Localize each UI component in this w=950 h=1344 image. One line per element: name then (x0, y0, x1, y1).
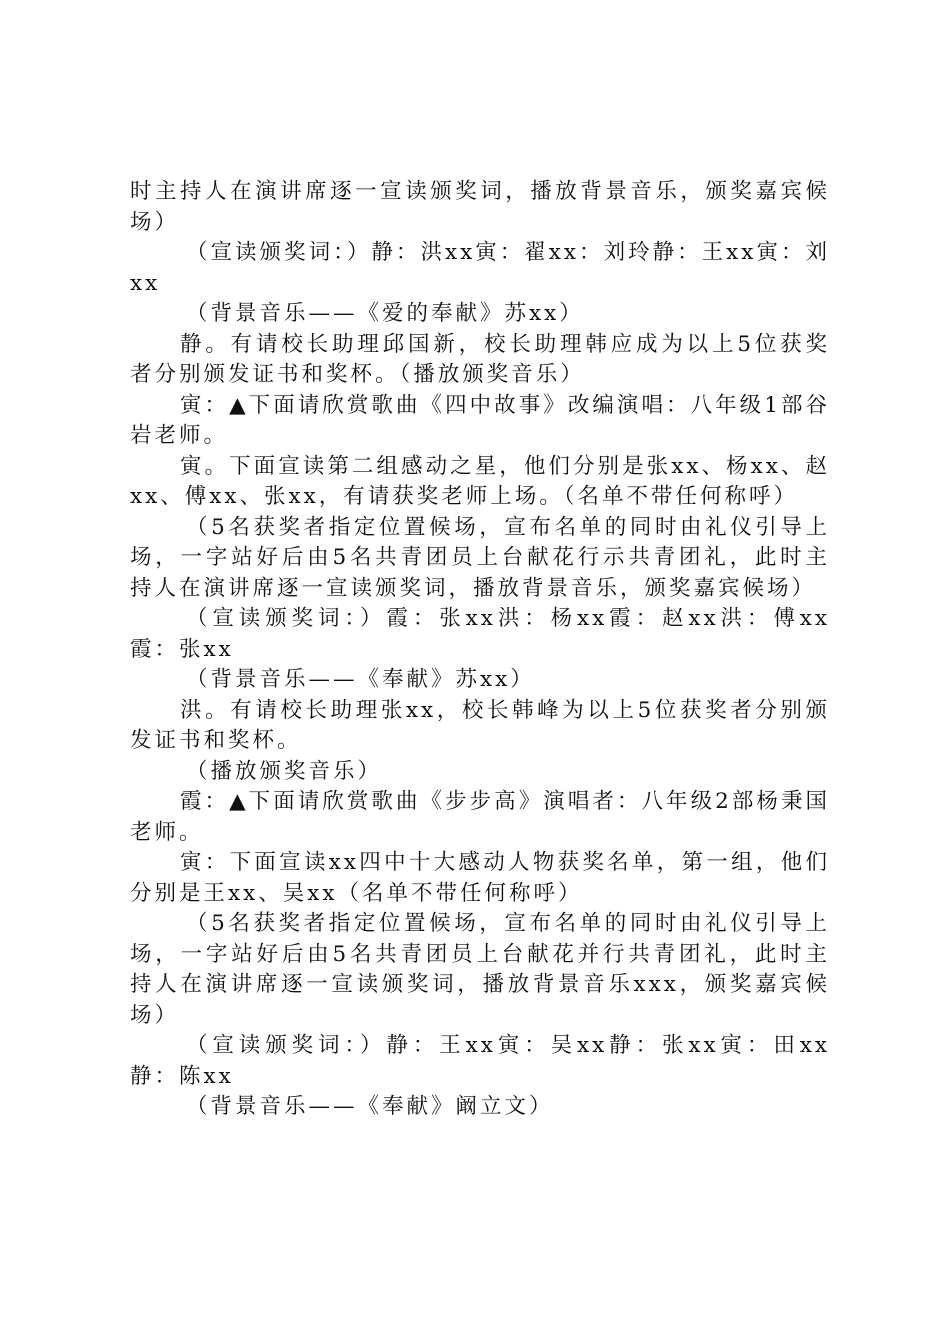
paragraph: （播放颁奖音乐） (186, 758, 383, 784)
document-body (130, 177, 830, 1123)
paragraph: （背景音乐——《奉献》阚立文） (186, 1094, 554, 1119)
paragraph: （宣读颁奖词：）霞：张xx洪：杨xx霞：赵xx洪：傅xx霞：张xx (130, 606, 830, 662)
paragraph: （5名获奖者指定位置候场，宣布名单的同时由礼仪引导上场，一字站好后由5名共青团员上台献花并行共青团礼，此时主持人在演讲席逐一宣读颁奖词，播放背景音乐xxx，颁奖嘉宾候场） (130, 911, 830, 1028)
paragraph: 寅：下面宣读xx四中十大感动人物获奖名单，第一组，他们分别是王xx、吴xx（名单不带任何称呼） (130, 850, 830, 906)
paragraph: （宣读颁奖词：）静：王xx寅：吴xx静：张xx寅：田xx静：陈xx (130, 1033, 830, 1089)
paragraph: 时主持人在演讲席逐一宣读颁奖词，播放背景音乐，颁奖嘉宾候场） (130, 179, 830, 235)
paragraph: 洪。有请校长助理张xx，校长韩峰为以上5位获奖者分别颁发证书和奖杯。 (130, 697, 830, 753)
paragraph: （5名获奖者指定位置候场，宣布名单的同时由礼仪引导上场，一字站好后由5名共青团员上台献花行示共青团礼，此时主持人在演讲席逐一宣读颁奖词，播放背景音乐，颁奖嘉宾候场） (130, 514, 830, 601)
paragraph: （背景音乐——《奉献》苏xx） (186, 667, 535, 692)
paragraph: 静。有请校长助理邱国新，校长助理韩应成为以上5位获奖者分别颁发证书和奖杯。（播放颁奖音乐） (130, 331, 830, 387)
paragraph: 寅。下面宣读第二组感动之星，他们分别是张xx、杨xx、赵xx、傅xx、张xx，有请获奖老师上场。（名单不带任何称呼） (130, 453, 830, 509)
paragraph: （背景音乐——《爱的奉献》苏xx） (186, 301, 584, 326)
paragraph: （宣读颁奖词：）静：洪xx寅：翟xx：刘玲静：王xx寅：刘xx (130, 240, 830, 296)
paragraph: 寅：▲下面请欣赏歌曲《四中故事》改编演唱：八年级1部谷岩老师。 (130, 392, 830, 448)
paragraph: 霞：▲下面请欣赏歌曲《步步高》演唱者：八年级2部杨秉国老师。 (130, 789, 830, 845)
